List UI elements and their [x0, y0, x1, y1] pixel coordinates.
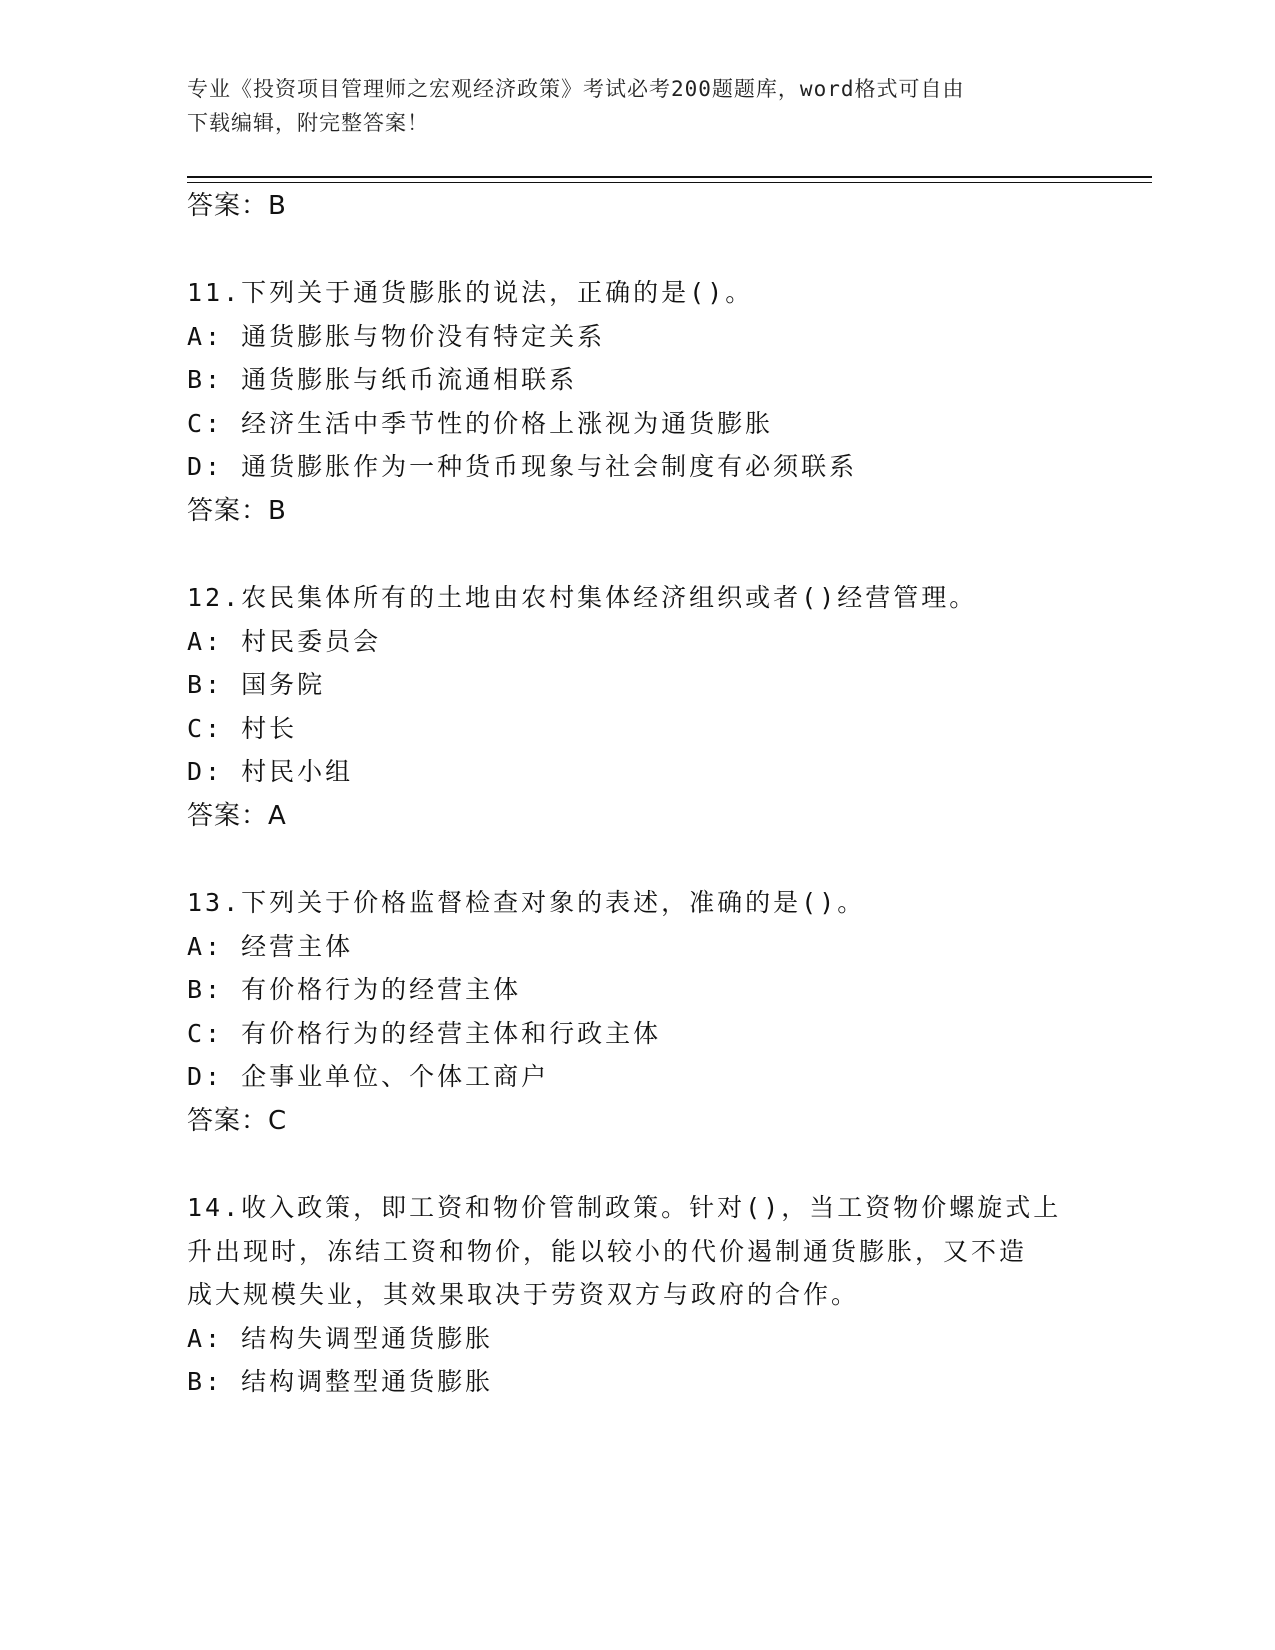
- header-line-2: 下载编辑，附完整答案！: [187, 111, 429, 135]
- question-12-option-a: A: 村民委员会: [187, 627, 382, 656]
- question-11-stem: 11.下列关于通货膨胀的说法，正确的是()。: [187, 278, 754, 307]
- question-13-option-c: C: 有价格行为的经营主体和行政主体: [187, 1019, 662, 1048]
- question-14-stem-line-2: 升出现时，冻结工资和物价，能以较小的代价遏制通货膨胀，又不造: [187, 1237, 1028, 1266]
- question-11-option-c: C: 经济生活中季节性的价格上涨视为通货膨胀: [187, 409, 774, 438]
- question-12-answer: 答案：A: [187, 801, 287, 831]
- header-rule-thin: [187, 182, 1152, 183]
- question-13-option-a: A: 经营主体: [187, 932, 354, 961]
- question-12-option-d: D: 村民小组: [187, 757, 354, 786]
- page-header: [187, 72, 1087, 140]
- question-12-stem: 12.农民集体所有的土地由农村集体经济组织或者()经营管理。: [187, 583, 978, 612]
- header-rule-thick: [187, 176, 1152, 178]
- question-13-stem: 13.下列关于价格监督检查对象的表述，准确的是()。: [187, 888, 866, 917]
- question-14-stem-line-1: 14.收入政策，即工资和物价管制政策。针对()，当工资物价螺旋式上: [187, 1193, 1062, 1222]
- question-11-option-d: D: 通货膨胀作为一种货币现象与社会制度有必须联系: [187, 452, 858, 481]
- previous-answer: 答案：B: [187, 191, 287, 221]
- question-13-answer: 答案：C: [187, 1106, 288, 1136]
- question-13-option-b: B: 有价格行为的经营主体: [187, 975, 522, 1004]
- question-14-stem-line-3: 成大规模失业，其效果取决于劳资双方与政府的合作。: [187, 1280, 860, 1309]
- question-11-option-b: B: 通货膨胀与纸币流通相联系: [187, 365, 578, 394]
- question-11-answer: 答案：B: [187, 496, 287, 526]
- question-12-option-b: B: 国务院: [187, 670, 326, 699]
- question-12-option-c: C: 村长: [187, 714, 298, 743]
- question-11-option-a: A: 通货膨胀与物价没有特定关系: [187, 322, 606, 351]
- question-14-option-a: A: 结构失调型通货膨胀: [187, 1324, 494, 1353]
- question-13-option-d: D: 企事业单位、个体工商户: [187, 1062, 550, 1091]
- header-line-1: 专业《投资项目管理师之宏观经济政策》考试必考200题题库，word格式可自由: [187, 77, 965, 101]
- question-14-option-b: B: 结构调整型通货膨胀: [187, 1367, 494, 1396]
